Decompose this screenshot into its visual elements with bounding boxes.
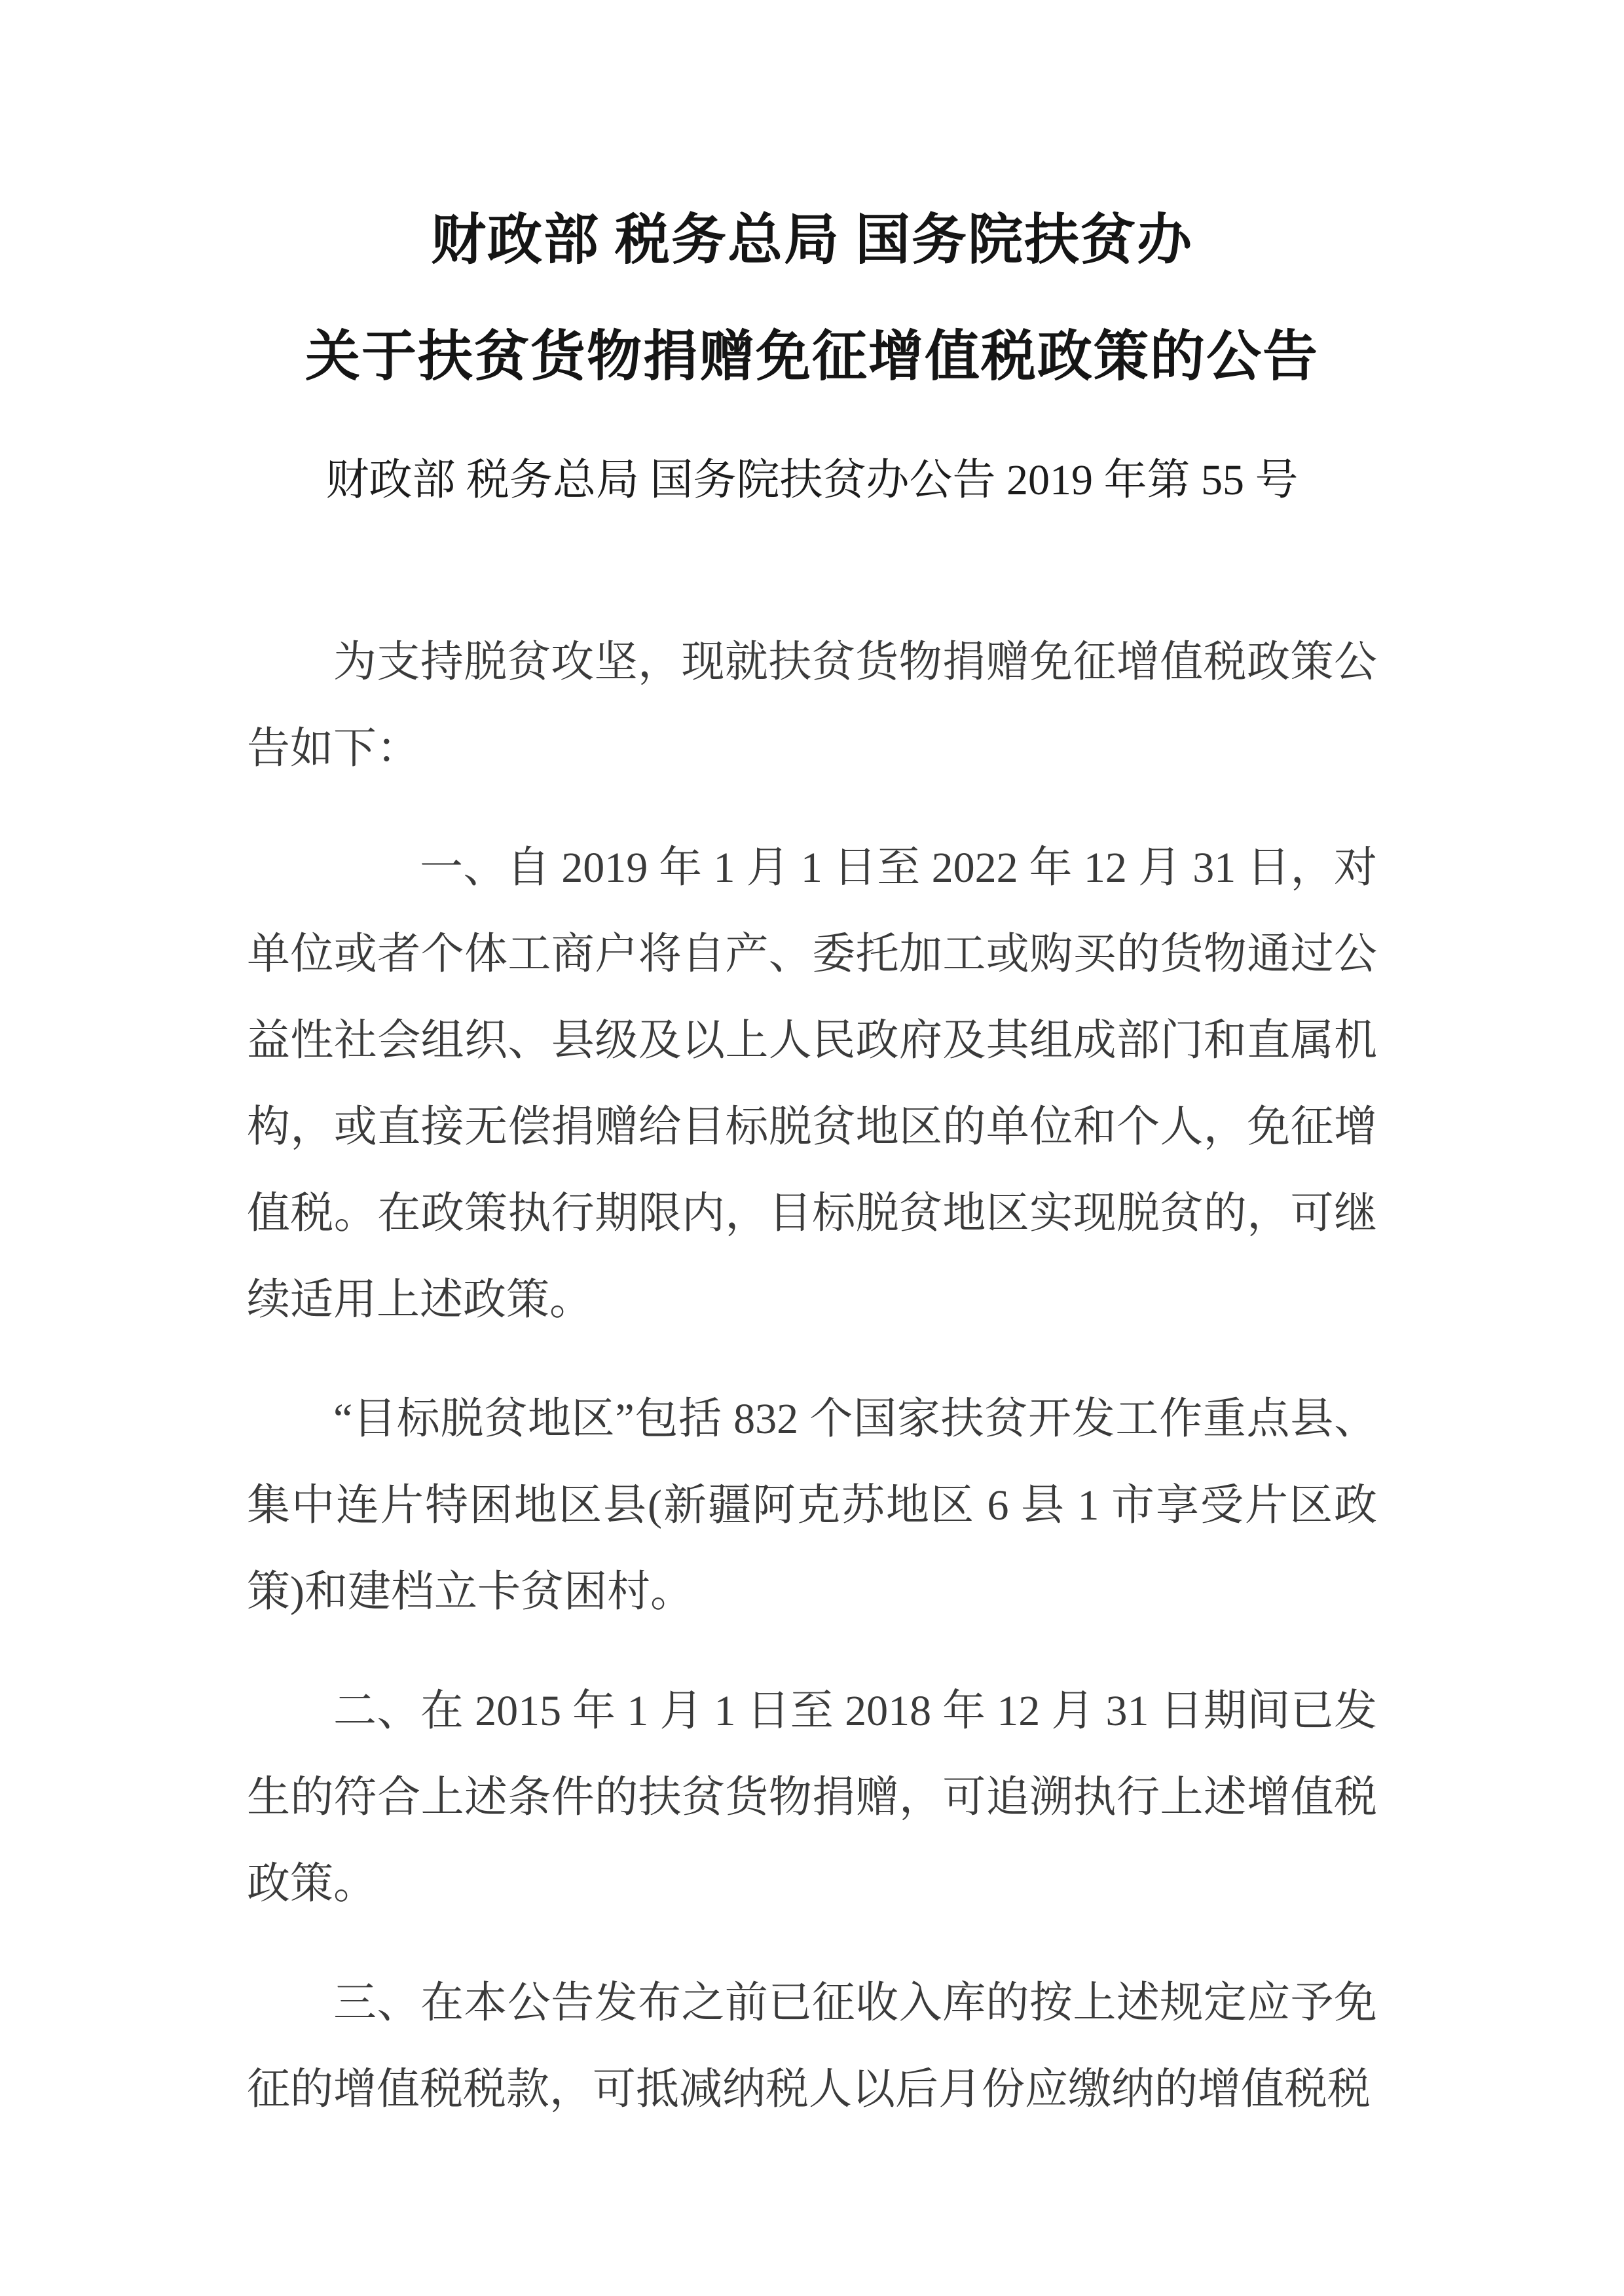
document-number: 财政部 税务总局 国务院扶贫办公告 2019 年第 55 号 [325, 456, 1299, 504]
paragraph-target-areas: “目标脱贫地区”包括 832 个国家扶贫开发工作重点县、集中连片特困地区县(新疆阿克苏地区 6 县 1 市享受片区政策)和建档立卡贫困村。 [247, 1395, 1377, 1616]
paragraph-article-1: 一、自 2019 年 1 月 1 日至 2022 年 12 月 31 日，对单位或者个体工商户将自产、委托加工或购买的货物通过公益性社会组织、县级及以上人民政府及其组成部门和直属机构，或直接无偿捐赠给目标脱贫地区的单位和个人，免征增值税。在政策执行期限内，目标脱贫地区实现脱贫的，可继续适用上述政策。 [247, 844, 1377, 1324]
document-content [247, 0, 1377, 2133]
document-title-line2: 关于扶贫货物捐赠免征增值税政策的公告 [304, 327, 1319, 388]
paragraph-article-3: 三、在本公告发布之前已征收入库的按上述规定应予免征的增值税税款，可抵减纳税人以后月份应缴纳的增值税税 [247, 1979, 1377, 2113]
paragraph-article-2: 二、在 2015 年 1 月 1 日至 2018 年 12 月 31 日期间已发生的符合上述条件的扶贫货物捐赠，可追溯执行上述增值税政策。 [247, 1687, 1377, 1908]
document-title-line1: 财政部 税务总局 国务院扶贫办 [430, 210, 1193, 271]
paragraph-intro: 为支持脱贫攻坚，现就扶贫货物捐赠免征增值税政策公告如下： [247, 638, 1377, 773]
document-body [247, 619, 1377, 2133]
